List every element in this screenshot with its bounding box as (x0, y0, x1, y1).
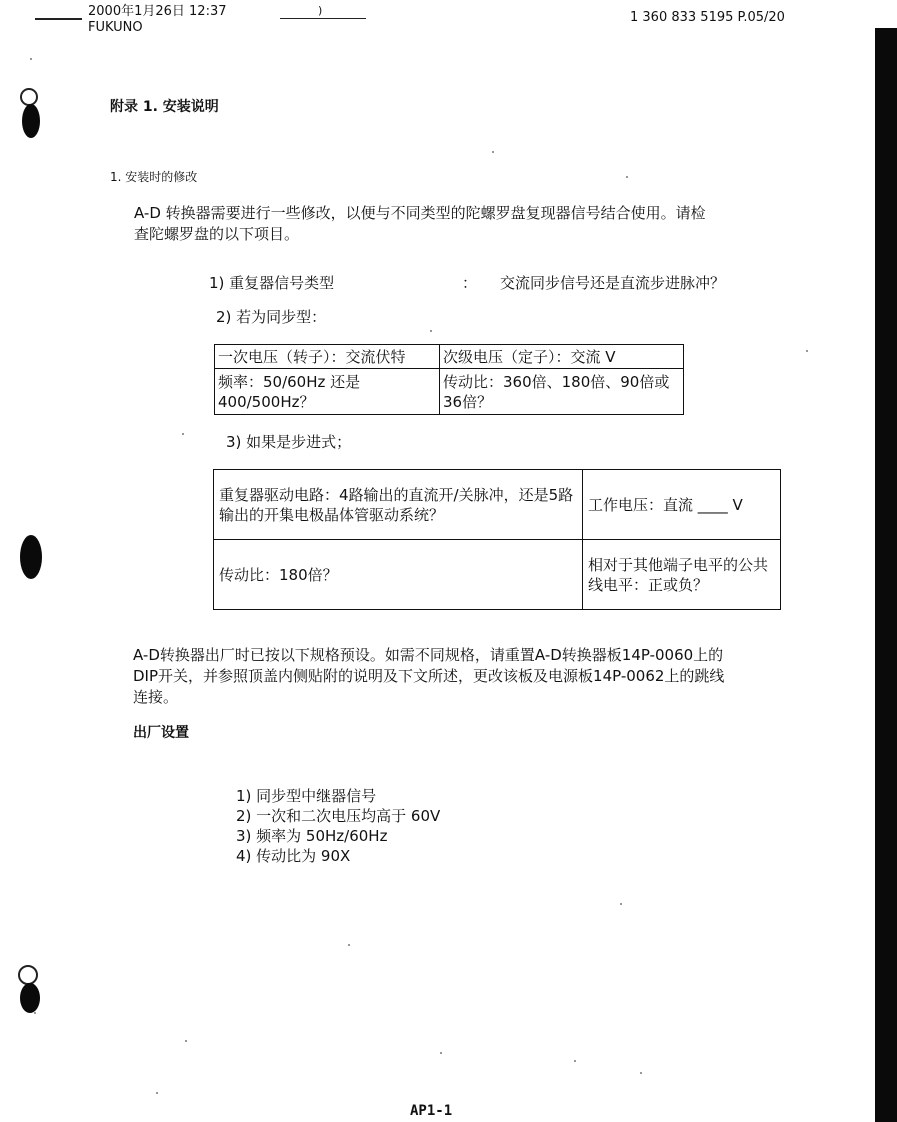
factory-settings-list (236, 786, 440, 866)
list-item: 1) 同步型中继器信号 (236, 787, 377, 805)
scan-speck (182, 433, 184, 435)
punch-hole-middle (20, 535, 42, 579)
fax-datetime: 2000年1月26日 12:37 (88, 4, 227, 19)
scan-speck (806, 350, 808, 352)
list-item: 3) 频率为 50Hz/60Hz (236, 827, 388, 845)
punch-hole-bottom-ring (18, 965, 38, 985)
factory-heading: 出厂设置 (133, 725, 189, 741)
intro-line-1: A-D 转换器需要进行一些修改，以便与不同类型的陀螺罗盘复现器信号结合使用。请检 (134, 204, 706, 222)
scan-speck (430, 330, 432, 332)
table-cell: 工作电压：直流 ____ V (583, 470, 781, 540)
scan-speck (348, 944, 350, 946)
table-cell: 传动比：180倍？ (214, 540, 583, 610)
fax-sender: FUKUNO (88, 20, 143, 35)
appendix-title: 附录 1. 安装说明 (110, 99, 219, 115)
scan-speck (34, 1012, 36, 1014)
preset-paragraph (133, 645, 724, 708)
list-item: 2) 一次和二次电压均高于 60V (236, 807, 441, 825)
table-row (215, 369, 684, 415)
page-number: AP1-1 (410, 1103, 453, 1119)
scan-speck (492, 151, 494, 153)
item-3-label: 3) 如果是步进式； (226, 433, 352, 451)
preset-line-1: A-D转换器出厂时已按以下规格预设。如需不同规格，请重置A-D转换器板14P-0060上的 (133, 646, 724, 664)
table-row (214, 470, 781, 540)
scan-speck (185, 1040, 187, 1042)
scan-edge-bar (875, 28, 897, 1122)
punch-hole-bottom (20, 983, 40, 1013)
item-1-question: 交流同步信号还是直流步进脉冲？ (500, 274, 726, 292)
item-1-label: 1) 重复器信号类型 (209, 274, 335, 292)
scan-speck (156, 1092, 158, 1094)
scan-speck (574, 1060, 576, 1062)
punch-hole-top (22, 104, 40, 138)
scan-speck (30, 58, 32, 60)
preset-line-2: DIP开关，并参照顶盖内侧贴附的说明及下文所述，更改该板及电源板14P-0062上的跳线 (133, 667, 725, 685)
scan-speck (620, 903, 622, 905)
scan-speck (626, 176, 628, 178)
fax-header-rule-right (280, 18, 366, 19)
table-cell: 相对于其他端子电平的公共线电平：正或负？ (583, 540, 781, 610)
scan-speck (440, 1052, 442, 1054)
table-row (214, 540, 781, 610)
item-2-label: 2) 若为同步型： (216, 308, 327, 326)
sync-spec-table (214, 344, 684, 415)
table-cell: 次级电压（定子）：交流 V (440, 345, 684, 369)
table-cell: 重复器驱动电路：4路输出的直流开/关脉冲，还是5路输出的开集电极晶体管驱动系统？ (214, 470, 583, 540)
intro-paragraph (134, 203, 706, 245)
list-item: 4) 传动比为 90X (236, 847, 351, 865)
preset-line-3: 连接。 (133, 688, 179, 706)
table-cell: 传动比：360倍、180倍、90倍或36倍？ (440, 369, 684, 415)
fax-phone-page: 1 360 833 5195 P.05/20 (630, 10, 785, 25)
table-cell: 频率：50/60Hz 还是400/500Hz？ (215, 369, 440, 415)
table-row (215, 345, 684, 369)
scan-speck (640, 1072, 642, 1074)
fax-mark: ) (318, 4, 323, 17)
section-heading: 1. 安装时的修改 (110, 170, 198, 184)
table-cell: 一次电压（转子）：交流伏特 (215, 345, 440, 369)
fax-header-rule-left (35, 18, 82, 20)
step-spec-table (213, 469, 781, 610)
item-1-colon: ： (462, 274, 478, 292)
intro-line-2: 查陀螺罗盘的以下项目。 (134, 225, 300, 243)
